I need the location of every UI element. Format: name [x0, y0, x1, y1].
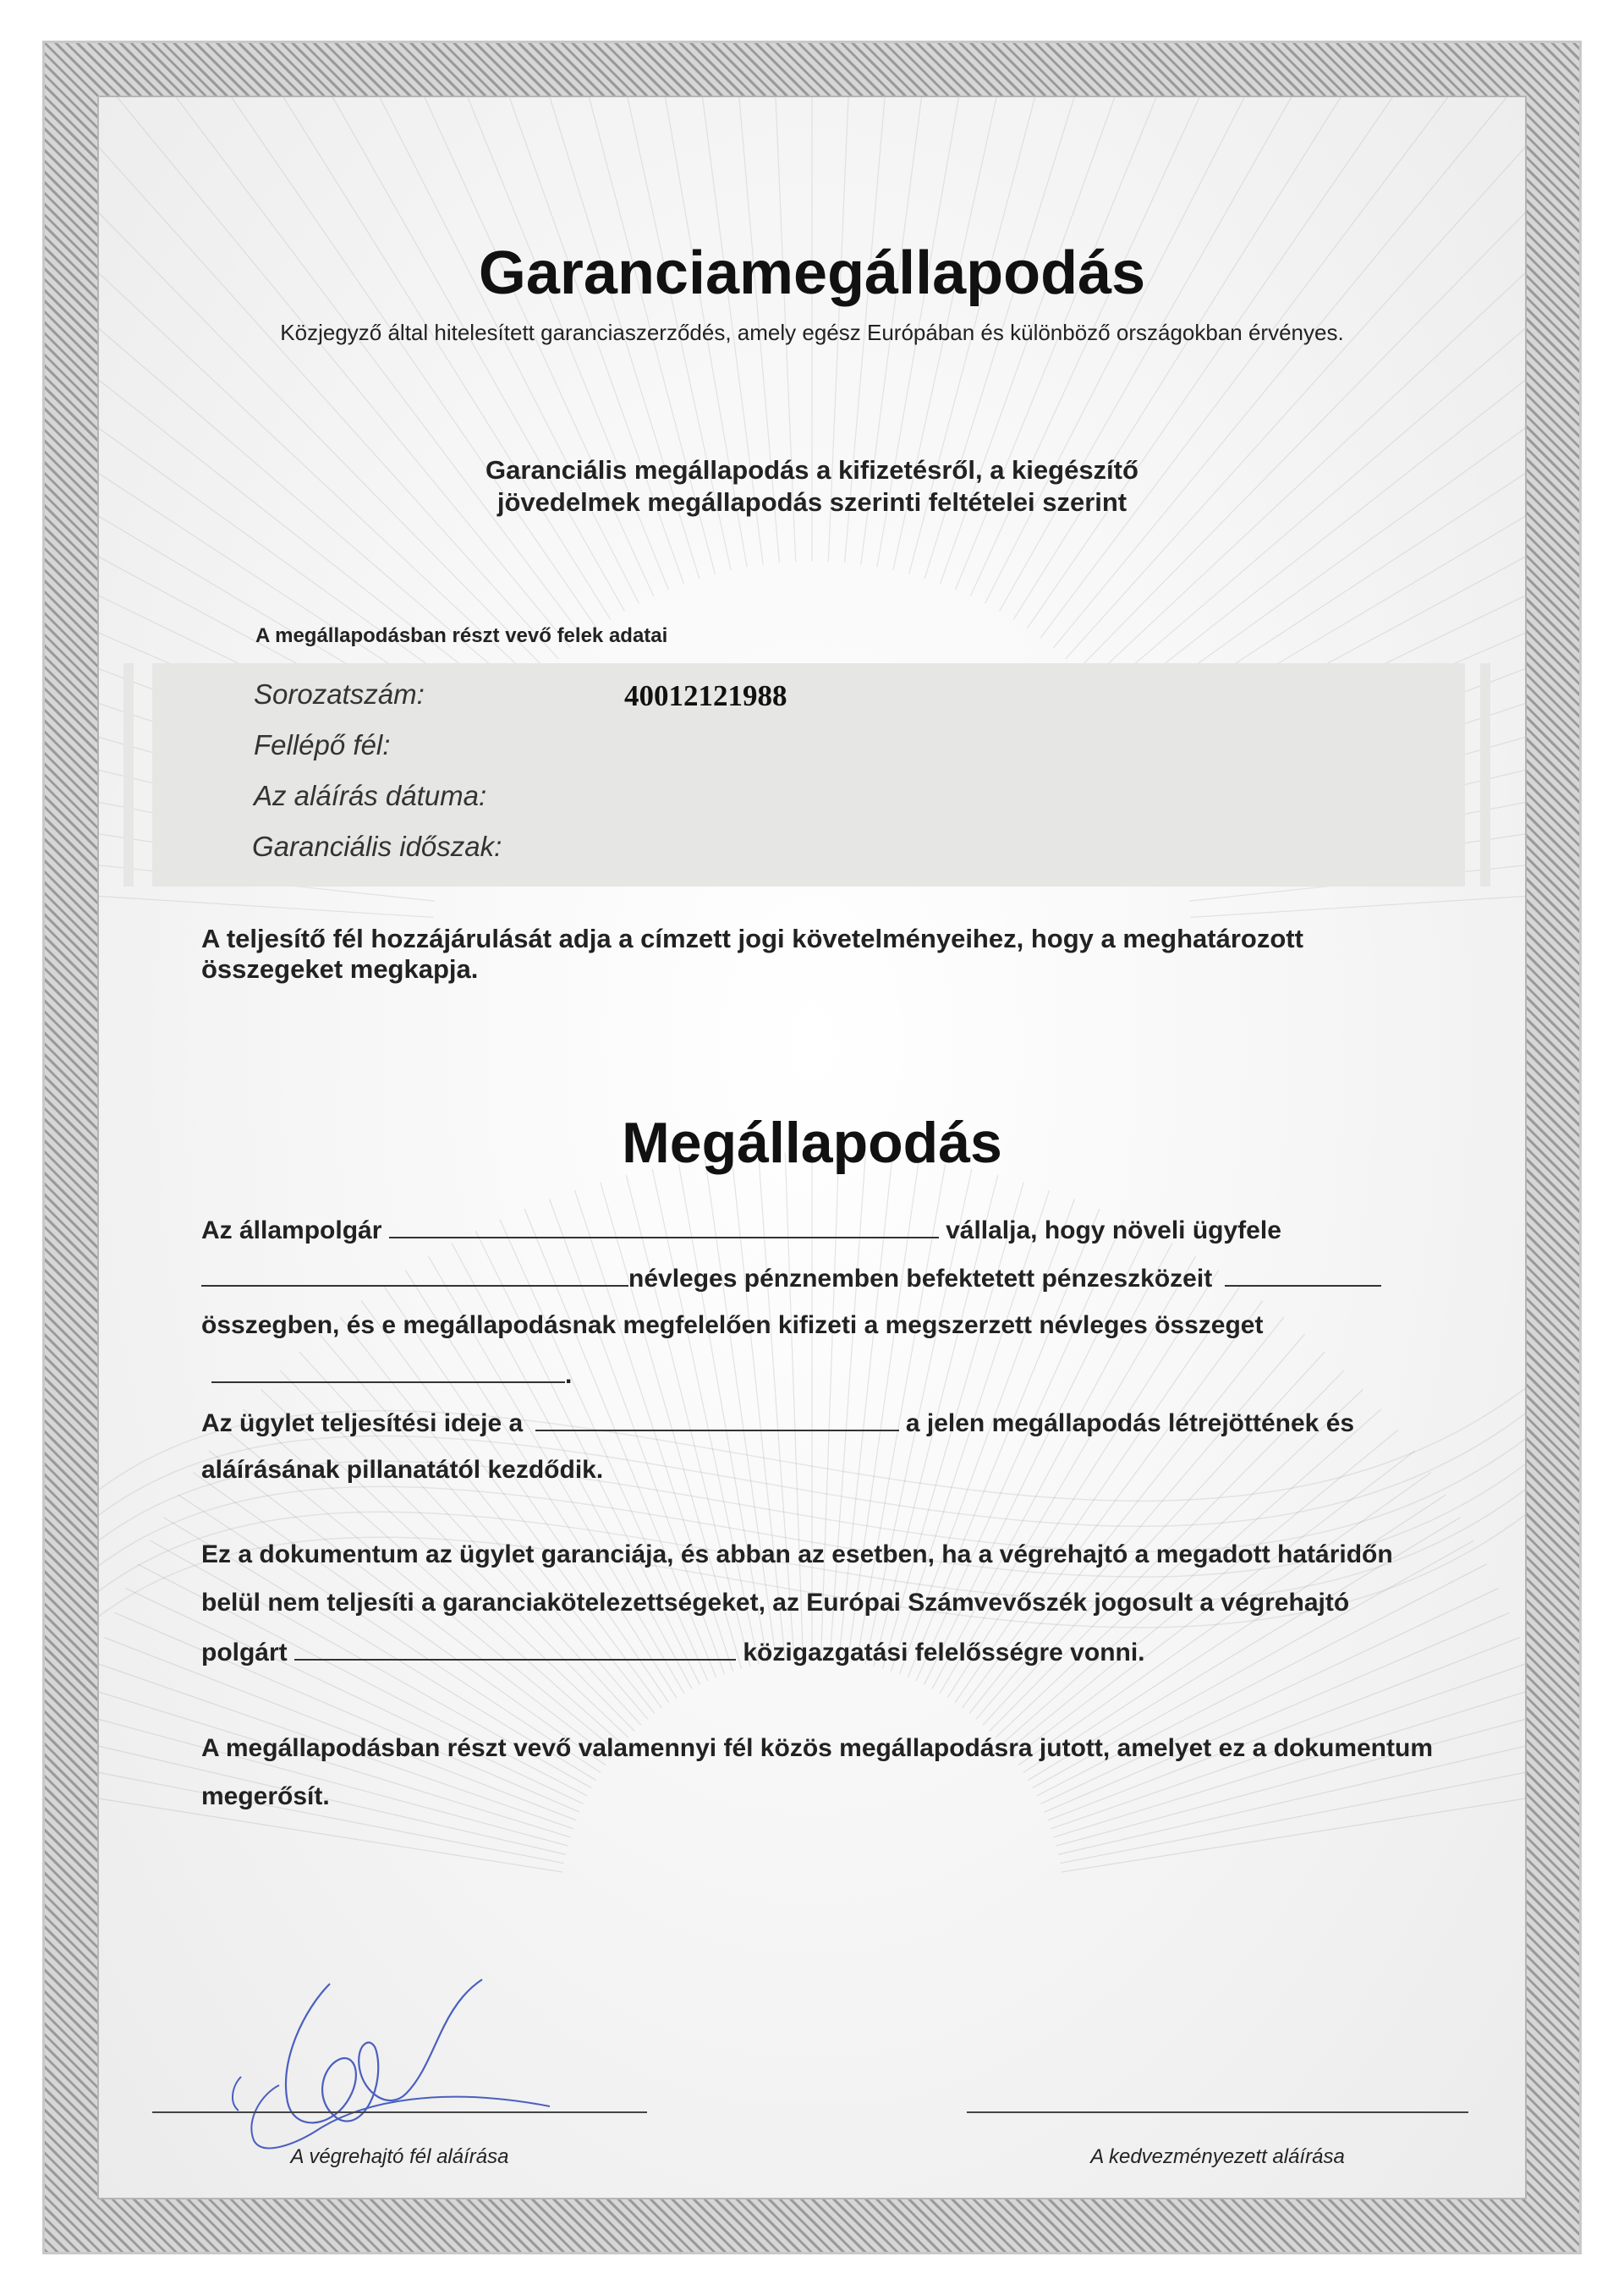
executor-signature-line	[152, 2111, 647, 2113]
beneficiary-signature-line	[967, 2111, 1468, 2113]
guilloche-ray	[1040, 1589, 1498, 1804]
execution-time-text: Az ügylet teljesítési ideje a	[201, 1409, 524, 1437]
guilloche-ray	[99, 125, 558, 658]
nominal-amount-blank	[211, 1359, 565, 1383]
consent-text-line2: összegeket megkapja.	[201, 954, 479, 984]
agreement-paragraph2-line1	[201, 1408, 1354, 1438]
guilloche-ray	[126, 1589, 584, 1804]
guilloche-ray	[1066, 125, 1525, 658]
agreement-paragraph4-line1: A megállapodásban részt vevő valamennyi fél közös megállapodásra jutott, amelyet ez a dokumentum	[201, 1734, 1433, 1762]
agreement-paragraph3-line1: Ez a dokumentum az ügylet garanciája, és abban az esetben, ha a végrehajtó a megadott határidőn	[201, 1540, 1393, 1568]
agreement-paragraph1-line2	[201, 1263, 1381, 1293]
beneficiary-signature-label: A kedvezményezett aláírása	[1090, 2145, 1345, 2168]
guilloche-ray	[1062, 1793, 1525, 1872]
guilloche-ray	[1060, 1766, 1525, 1863]
guilloche-ray	[312, 97, 639, 603]
guilloche-ray	[1040, 97, 1472, 638]
agreement-paragraph3-line2: belül nem teljesíti a garanciakötelezettségeket, az Európai Számvevőszék jogosult a végrehajtó	[201, 1589, 1350, 1617]
parties-box-right-bar	[1480, 663, 1490, 887]
guilloche-ray	[115, 97, 571, 648]
agreement-heading-line1: Garanciális megállapodás a kifizetésről, a kiegészítő	[486, 455, 1138, 485]
citizen-word: polgárt	[201, 1639, 288, 1666]
amount-blank	[1225, 1263, 1381, 1287]
executor-signature-label: A végrehajtó fél aláírása	[290, 2145, 509, 2168]
agreement-paragraph1-line3	[201, 1311, 1263, 1340]
execution-time-blank	[535, 1408, 899, 1431]
agreement-paragraph2-line2	[201, 1456, 603, 1485]
guilloche-ray	[152, 97, 584, 638]
document-subtitle: Közjegyző által hitelesített garanciaszerződés, amely egész Európában és különböző országokban érvényes.	[280, 320, 1344, 345]
agreement-paragraph3-line3	[201, 1637, 1145, 1667]
agreement-title: Megállapodás	[622, 1111, 1002, 1175]
serial-number-value: 40012121988	[624, 679, 787, 712]
signing-moment-text: aláírásának pillanatától kezdődik.	[201, 1456, 604, 1484]
agreement-paragraph1-line4	[211, 1359, 572, 1390]
administrative-liability-text: közigazgatási felelősségre vonni.	[743, 1639, 1145, 1666]
liability-blank	[294, 1637, 736, 1661]
warranty-period-label: Garanciális időszak:	[252, 831, 502, 862]
parties-section-label: A megállapodásban részt vevő felek adatai	[255, 624, 668, 647]
guilloche-ray	[985, 97, 1313, 603]
guilloche-ray	[1000, 97, 1354, 611]
payout-text: összegben, és e megállapodásnak megfelelően kifizeti a megszerzett névleges összeget	[201, 1311, 1264, 1339]
citizen-prefix: Az állampolgár	[201, 1216, 382, 1244]
signing-date-label: Az aláírás dátuma:	[254, 780, 487, 811]
guilloche-ray	[1053, 97, 1509, 648]
guilloche-ray	[271, 97, 625, 611]
sentence-period: .	[565, 1361, 573, 1389]
guilloche-ray	[99, 1793, 562, 1872]
serial-number-label: Sorozatszám:	[254, 678, 425, 710]
handwritten-signature	[228, 1958, 567, 2161]
agreement-heading-line2: jövedelmek megállapodás szerinti feltételei szerint	[497, 487, 1127, 517]
invested-funds-text: névleges pénznemben befektetett pénzeszközeit	[628, 1265, 1213, 1293]
agreement-creation-text: a jelen megállapodás létrejöttének és	[905, 1409, 1355, 1437]
acting-party-label: Fellépő fél:	[254, 729, 391, 760]
document-title: Garanciamegállapodás	[478, 239, 1146, 307]
agreement-paragraph1-line1	[201, 1215, 1281, 1245]
parties-box-left-bar	[123, 663, 134, 887]
guilloche-ray	[99, 1766, 564, 1863]
citizen-name-blank	[389, 1215, 939, 1238]
currency-blank	[201, 1263, 628, 1287]
consent-text-line1: A teljesítő fél hozzájárulását adja a címzett jogi követelményeihez, hogy a meghatározott	[201, 924, 1303, 953]
agreement-paragraph4-line2: megerősít.	[201, 1782, 330, 1810]
guilloche-ray	[932, 1244, 1172, 1689]
undertakes-text: vállalja, hogy növeli ügyfele	[946, 1216, 1281, 1244]
